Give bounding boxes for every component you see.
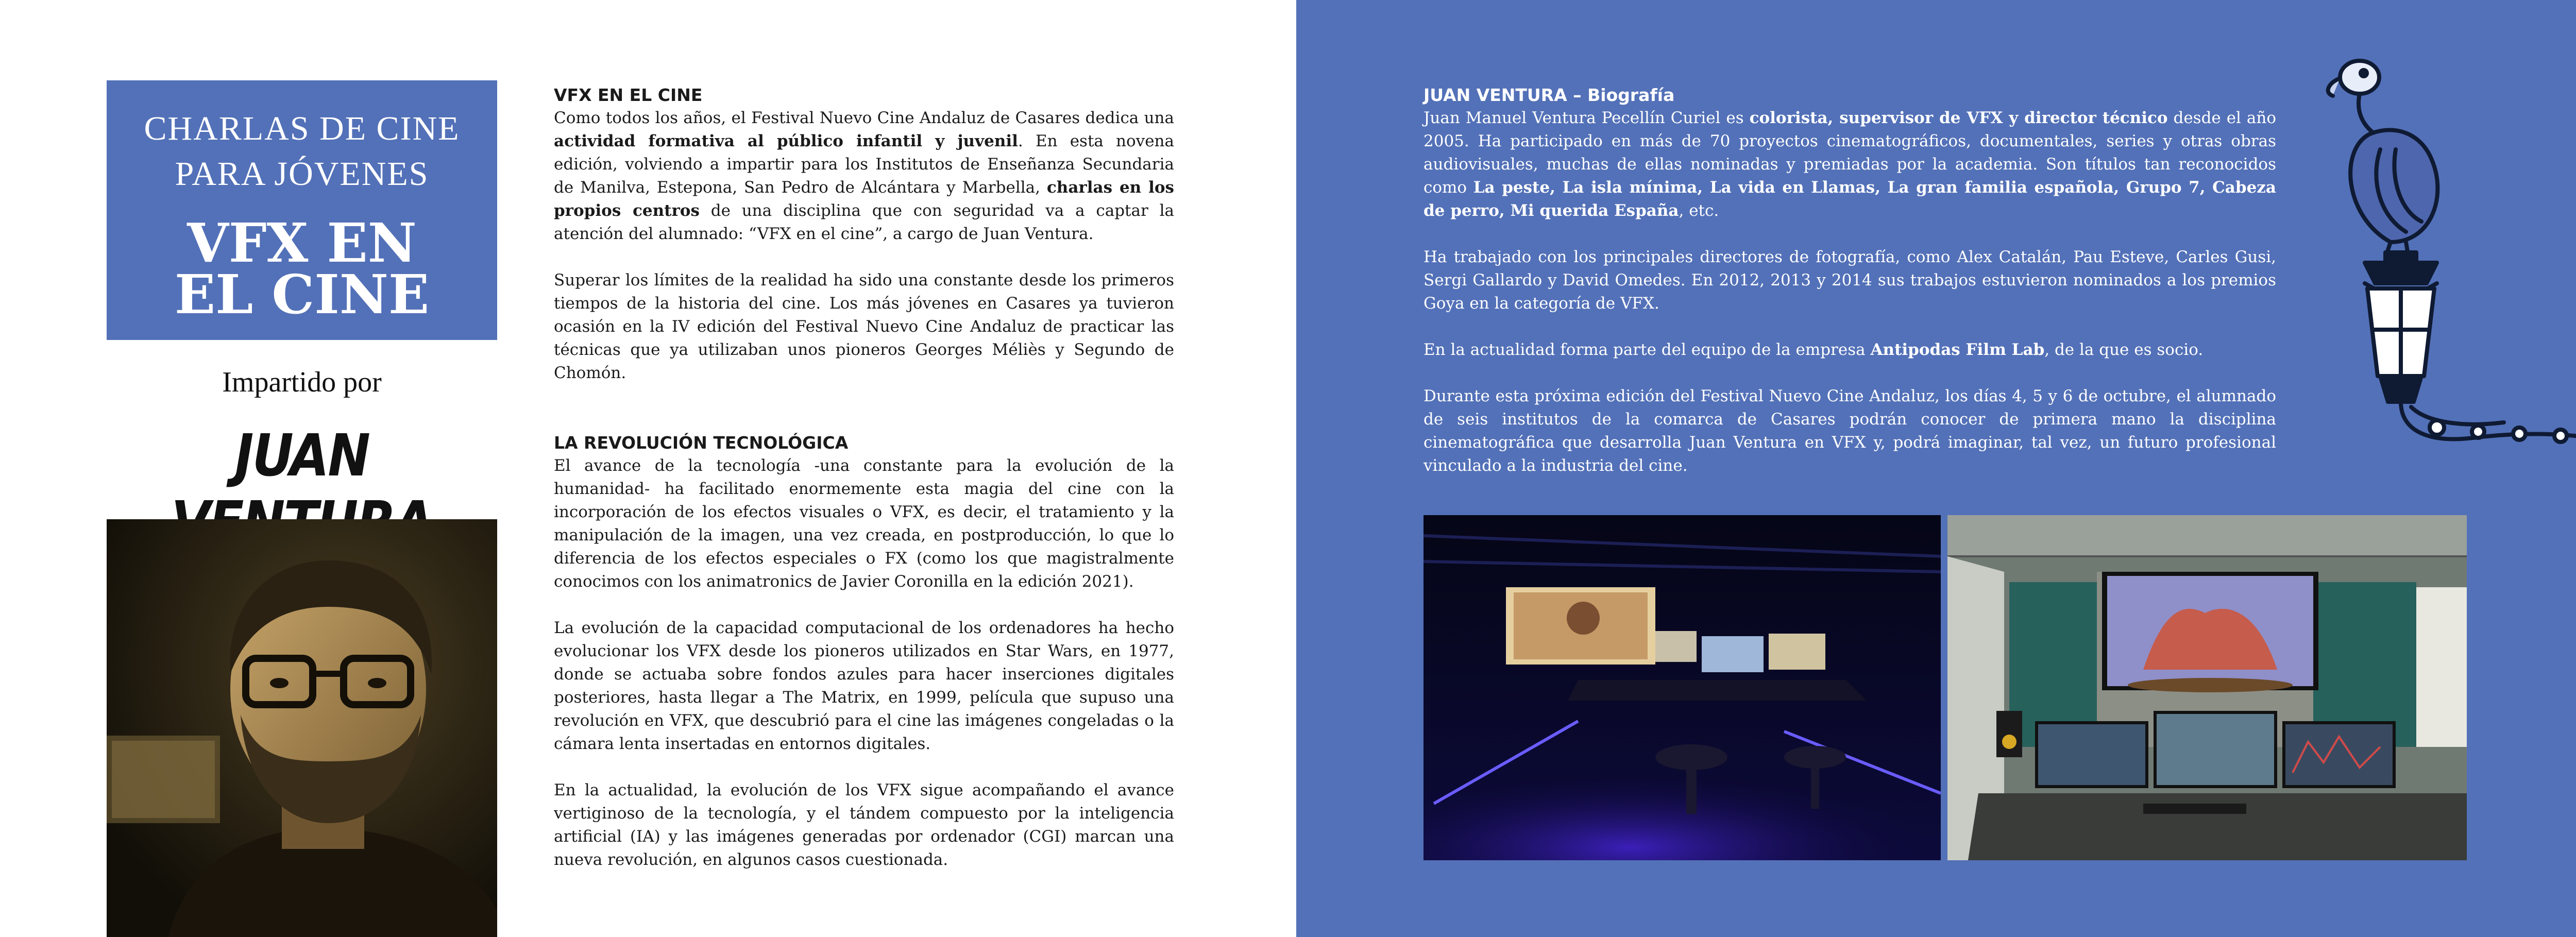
biography-paragraph3: En la actualidad forma parte del equipo de la empresa Antipodas Film Lab, de la que es socio. [1423,340,2204,359]
title-top [107,106,497,197]
title-top-line1: CHARLAS DE CINE [144,110,460,147]
title-main-line2: EL CINE [174,263,430,326]
biography-heading: JUAN VENTURA – Biografía [1423,85,1675,105]
biography-paragraph1: Juan Manuel Ventura Pecellín Curiel es colorista, supervisor de VFX y director técnico desde el año 2005. Ha participado en más de 70 proyectos cinematográficos, documentales, series y otras obras audiovisuales, muchas de ellas nominadas y premiadas por la academia. Son títulos tan reconocidos como La peste, La isla mínima, La vida en Llamas, La gran familia española, Grupo 7, Cabeza de perro, Mi querida España, etc. [1423,109,2276,220]
section1-paragraph2: Superar los límites de la realidad ha sido una constante desde los primeros tiempos de la historia del cine. Los más jóvenes en Casares ya tuvieron ocasión en la IV edición del Festival Nuevo Cine Andaluz de practicar las técnicas que ya utilizaban unos pioneros Georges Méliès y Segundo de Chomón. [554,271,1174,382]
title-main [107,211,497,326]
section2-paragraph1: El avance de la tecnología -una constante para la evolución de la humanidad- ha facilitado enormemente esta magia del cine con la incorporación de los efectos visuales o VFX, es decir, el tratamiento y la manipulación de la imagen, una vez creada, en postproducción, lo que lo diferencia de los efectos especiales o FX (como los que magistralmente conocimos con los animatronics de Javier Coronilla en la edición 2021). [554,456,1174,591]
vulture-lamp-illustration [2308,46,2576,474]
edit-bay-photo [1947,515,2467,860]
section2-paragraph3: En la actualidad, la evolución de los VFX sigue acompañando el avance vertiginoso de la tecnología, y el tándem compuesto por la inteligencia artificial (IA) y las imágenes generadas por ordenador (CGI) marcan una nueva revolución, en algunos casos cuestionada. [554,781,1174,869]
section-heading-vfx: VFX EN EL CINE [554,85,703,105]
section1-paragraph1: Como todos los años, el Festival Nuevo Cine Andaluz de Casares dedica una actividad formativa al público infantil y juvenil. En esta novena edición, volviendo a impartir para los Institutos de Enseñanza Secundaria de Manilva, Estepona, San Pedro de Alcántara y Marbella, charlas en los propios centros de una disciplina que con seguridad va a captar la atención del alumnado: “VFX en el cine”, a cargo de Juan Ventura. [554,109,1174,243]
biography-column [1423,83,2276,478]
article-column [554,83,1174,872]
biography-paragraph4: Durante esta próxima edición del Festival Nuevo Cine Andaluz, los días 4, 5 y 6 de octubre, el alumnado de seis institutos de la comarca de Casares podrán conocer de primera mano la disciplina cinematográfica que desarrolla Juan Ventura en VFX y, podrá imaginar, tal vez, un futuro profesional vinculado a la industria del cine. [1423,387,2276,475]
grading-room-photo [1423,515,1941,860]
byline: Impartido por [222,366,382,398]
section2-paragraph2: La evolución de la capacidad computacional de los ordenadores ha hecho evolucionar los VFX desde los pioneros utilizados en Star Wars, en 1977, donde se actuaba sobre fondos azules para hacer inserciones digitales posteriores, hasta llegar a The Matrix, en 1999, película que supuso una revolución en VFX, que descubrió para el cine las imágenes congeladas o la cámara lenta insertadas en entornos digitales. [554,619,1174,753]
biography-paragraph2: Ha trabajado con los principales directores de fotografía, como Alex Catalán, Pau Esteve, Carles Gusi, Sergi Gallardo y David Omedes. En 2012, 2013 y 2014 sus trabajos estuvieron nominados a los premios Goya en la categoría de VFX. [1423,248,2276,313]
section-heading-revolution: LA REVOLUCIÓN TECNOLÓGICA [554,433,849,453]
speaker-portrait [107,519,497,937]
title-block [107,80,497,340]
title-top-line2: PARA JÓVENES [175,155,429,193]
speaker-name: JUAN [234,422,369,489]
title-main-line1: VFX EN [187,211,417,275]
